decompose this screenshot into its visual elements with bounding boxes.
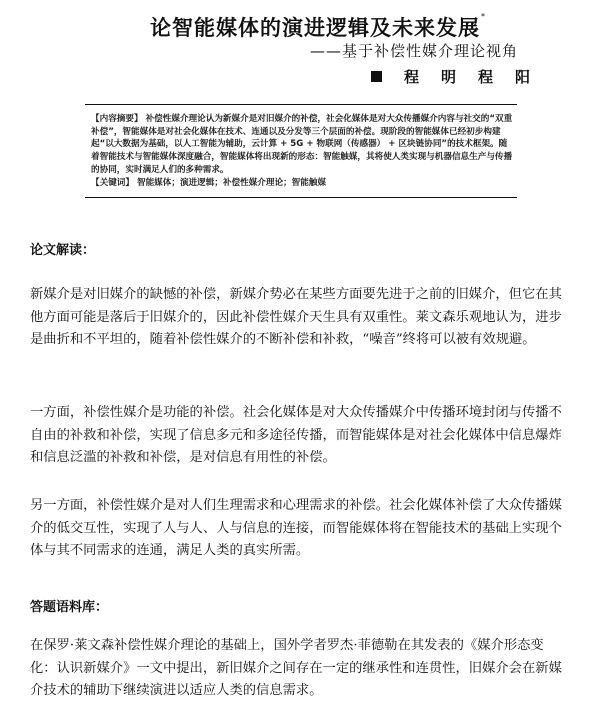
keywords-label: 【关键词】	[91, 177, 134, 188]
abstract-box	[85, 104, 517, 198]
interpretation-heading: 论文解读：	[30, 243, 96, 258]
paper-title-text: 论智能媒体的演进逻辑及未来发展	[150, 16, 480, 40]
author-names: 程明程阳	[404, 68, 553, 86]
interpretation-paragraph-1: 新媒介是对旧媒介的缺憾的补偿，新媒介势必在某些方面要先进于之前的旧媒介，但它在其他方面可能是落后于旧媒介的，因此补偿性媒介天生具有双重性。莱文森乐观地认为，进步是曲折和不平坦的，随着补偿性媒介的不断补偿和补救，“噪音”终将可以被有效规避。	[30, 287, 562, 347]
corpus-paragraph: 在保罗·莱文森补偿性媒介理论的基础上，国外学者罗杰·菲德勒在其发表的《媒介形态变化：认识新媒介》一文中提出，新旧媒介之间存在一定的继承性和连贯性，旧媒介会在新媒介技术的辅助下继续演进以适应人类的信息需求。	[30, 638, 562, 698]
title-footnote-mark: *	[481, 12, 486, 21]
corpus-heading: 答题语料库：	[30, 600, 109, 615]
interpretation-paragraph-2: 一方面，补偿性媒介是功能的补偿。社会化媒体是对大众传播媒介中传播环境封闭与传播不自由的补救和补偿，实现了信息多元和多途径传播，而智能媒体是对社会化媒体中信息爆炸和信息泛滥的补救和补偿，是对信息有用性的补偿。	[30, 405, 562, 465]
paper-subtitle: ——基于补偿性媒介理论视角	[309, 42, 518, 60]
summary-text: 补偿性媒介理论认为新媒介是对旧媒介的补偿，社会化媒体是对大众传播媒介内容与社交的“双重补偿”，智能媒体是对社会化媒体在技术、连通以及分发等三个层面的补偿。现阶段的智能媒体已经初步构建起“以大数据为基础，以人工智能为辅助，云计算 + 5G + 物联网（传感器） + 区块链协同”的技术框架。随着智能技术与智能媒体深度融合，智能媒体将出现新的形态：智能触媒，其将使人类实现与机器信息生产与传播的协同，实时满足人们的多种需求。	[91, 114, 513, 175]
square-bullet-icon	[371, 71, 382, 82]
author-line	[371, 66, 552, 87]
abstract-summary	[91, 113, 513, 177]
summary-label: 【内容摘要】	[91, 114, 143, 124]
keywords-text: 智能媒体；演进逻辑；补偿性媒介理论；智能触媒	[136, 177, 327, 188]
paper-title	[150, 12, 486, 42]
interpretation-paragraph-3: 另一方面，补偿性媒介是对人们生理需求和心理需求的补偿。社会化媒体补偿了大众传播媒介的低交互性，实现了人与人、人与信息的连接，而智能媒体将在智能技术的基础上实现个体与其不同需求的连通，满足人类的真实所需。	[30, 498, 562, 558]
abstract-keywords	[91, 177, 513, 190]
